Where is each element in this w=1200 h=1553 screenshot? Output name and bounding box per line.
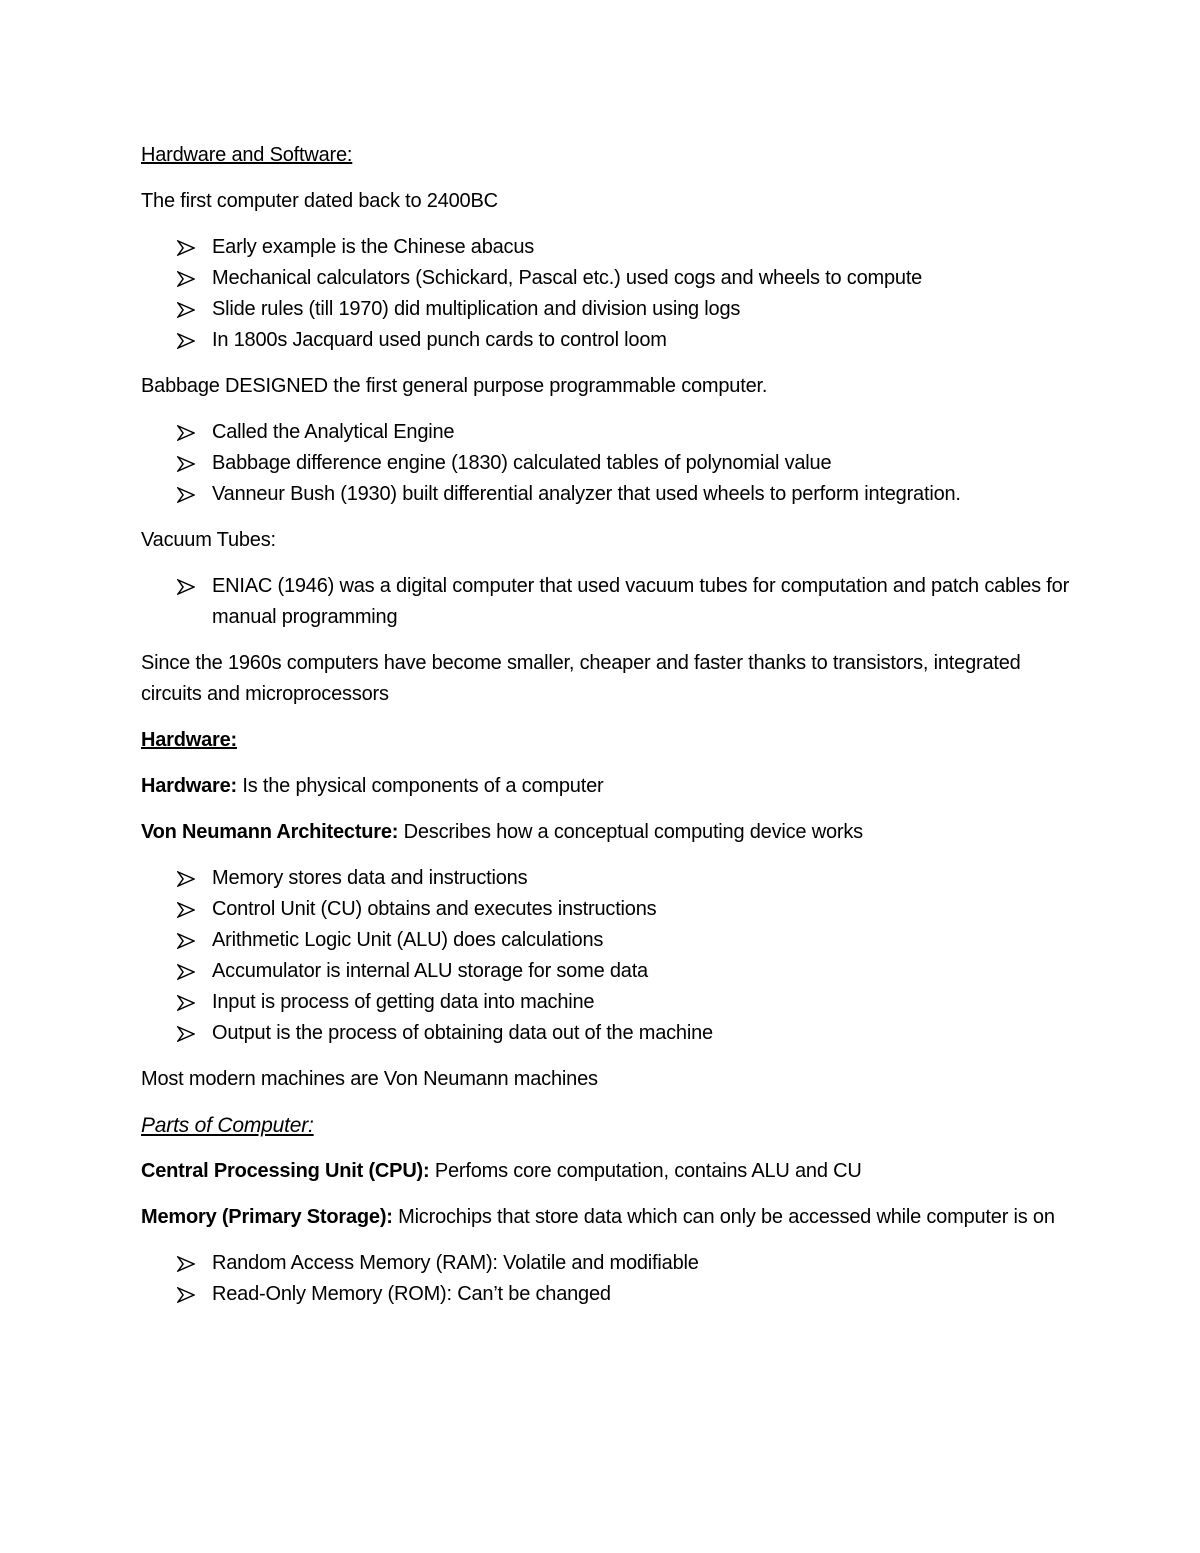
list-item-text: Mechanical calculators (Schickard, Pascal etc.) used cogs and wheels to compute xyxy=(212,267,923,289)
list-item xyxy=(141,894,1081,925)
list-item-text: In 1800s Jacquard used punch cards to control loom xyxy=(212,329,667,351)
list-item-text: Called the Analytical Engine xyxy=(212,421,455,443)
memory-text: Microchips that store data which can only be accessed while computer is on xyxy=(392,1206,1055,1228)
list-item-text: Early example is the Chinese abacus xyxy=(212,236,535,258)
cpu-text: Perfoms core computation, contains ALU and CU xyxy=(429,1160,862,1182)
list-item xyxy=(141,1279,1081,1310)
section-heading-parts-of-computer: Parts of Computer: xyxy=(141,1114,314,1137)
list-item xyxy=(141,1248,1081,1279)
list-item xyxy=(141,263,1081,294)
list-item xyxy=(141,294,1081,325)
arrow-bullet-icon xyxy=(177,240,195,256)
list-item xyxy=(141,417,1081,448)
list-item xyxy=(141,232,1081,263)
hardware-definition xyxy=(141,771,1081,802)
memory-term: Memory (Primary Storage): xyxy=(141,1206,393,1228)
arrow-bullet-icon xyxy=(177,964,195,980)
section-heading-hardware-software: Hardware and Software: xyxy=(141,144,353,166)
list-item-text: Memory stores data and instructions xyxy=(212,867,528,889)
arrow-bullet-icon xyxy=(177,579,195,595)
list-item-text: Accumulator is internal ALU storage for some data xyxy=(212,960,648,982)
cpu-term: Central Processing Unit (CPU): xyxy=(141,1160,430,1182)
arrow-bullet-icon xyxy=(177,1287,195,1303)
list-item-text: Vanneur Bush (1930) built differential analyzer that used wheels to perform integration. xyxy=(212,483,961,505)
arrow-bullet-icon xyxy=(177,995,195,1011)
arrow-bullet-icon xyxy=(177,302,195,318)
von-neumann-text: Describes how a conceptual computing device works xyxy=(398,821,863,843)
arrow-bullet-icon xyxy=(177,425,195,441)
list-item xyxy=(141,987,1081,1018)
memory-definition xyxy=(141,1202,1081,1233)
hardware-definition-text: Is the physical components of a computer xyxy=(237,775,604,797)
arrow-bullet-icon xyxy=(177,1026,195,1042)
arrow-bullet-icon xyxy=(177,456,195,472)
bullet-list-early-computers xyxy=(141,232,1081,356)
list-item xyxy=(141,448,1081,479)
bullet-list-babbage xyxy=(141,417,1081,510)
cpu-definition xyxy=(141,1156,1081,1187)
list-item-text: Babbage difference engine (1830) calculated tables of polynomial value xyxy=(212,452,832,474)
arrow-bullet-icon xyxy=(177,902,195,918)
list-item-text: Control Unit (CU) obtains and executes instructions xyxy=(212,898,657,920)
list-item xyxy=(141,925,1081,956)
list-item-text: ENIAC (1946) was a digital computer that used vacuum tubes for computation and patch cables for manual programming xyxy=(212,575,1070,628)
list-item xyxy=(141,325,1081,356)
vacuum-tubes-paragraph: Vacuum Tubes: xyxy=(141,529,276,551)
list-item-text: Output is the process of obtaining data out of the machine xyxy=(212,1022,713,1044)
list-item xyxy=(141,863,1081,894)
list-item xyxy=(141,956,1081,987)
intro-paragraph: The first computer dated back to 2400BC xyxy=(141,190,498,212)
bullet-list-memory xyxy=(141,1248,1081,1310)
bullet-list-von-neumann xyxy=(141,863,1081,1049)
arrow-bullet-icon xyxy=(177,333,195,349)
bullet-list-vacuum-tubes xyxy=(141,571,1081,633)
babbage-paragraph: Babbage DESIGNED the first general purpose programmable computer. xyxy=(141,375,768,397)
arrow-bullet-icon xyxy=(177,871,195,887)
von-neumann-term: Von Neumann Architecture: xyxy=(141,821,399,843)
von-neumann-definition xyxy=(141,817,1081,848)
arrow-bullet-icon xyxy=(177,933,195,949)
list-item-text: Arithmetic Logic Unit (ALU) does calculations xyxy=(212,929,604,951)
list-item-text: Input is process of getting data into machine xyxy=(212,991,595,1013)
list-item-text: Read-Only Memory (ROM): Can’t be changed xyxy=(212,1283,611,1305)
document-page xyxy=(141,140,1081,1325)
arrow-bullet-icon xyxy=(177,271,195,287)
since-1960s-paragraph: Since the 1960s computers have become smaller, cheaper and faster thanks to transistors, integrated circuits and microprocessors xyxy=(141,652,1021,705)
hardware-definition-term: Hardware: xyxy=(141,775,238,797)
list-item-text: Slide rules (till 1970) did multiplication and division using logs xyxy=(212,298,741,320)
list-item xyxy=(141,1018,1081,1049)
arrow-bullet-icon xyxy=(177,487,195,503)
modern-machines-paragraph: Most modern machines are Von Neumann machines xyxy=(141,1068,598,1090)
list-item xyxy=(141,571,1081,633)
section-heading-hardware: Hardware: xyxy=(141,729,238,751)
arrow-bullet-icon xyxy=(177,1256,195,1272)
list-item-text: Random Access Memory (RAM): Volatile and modifiable xyxy=(212,1252,699,1274)
list-item xyxy=(141,479,1081,510)
